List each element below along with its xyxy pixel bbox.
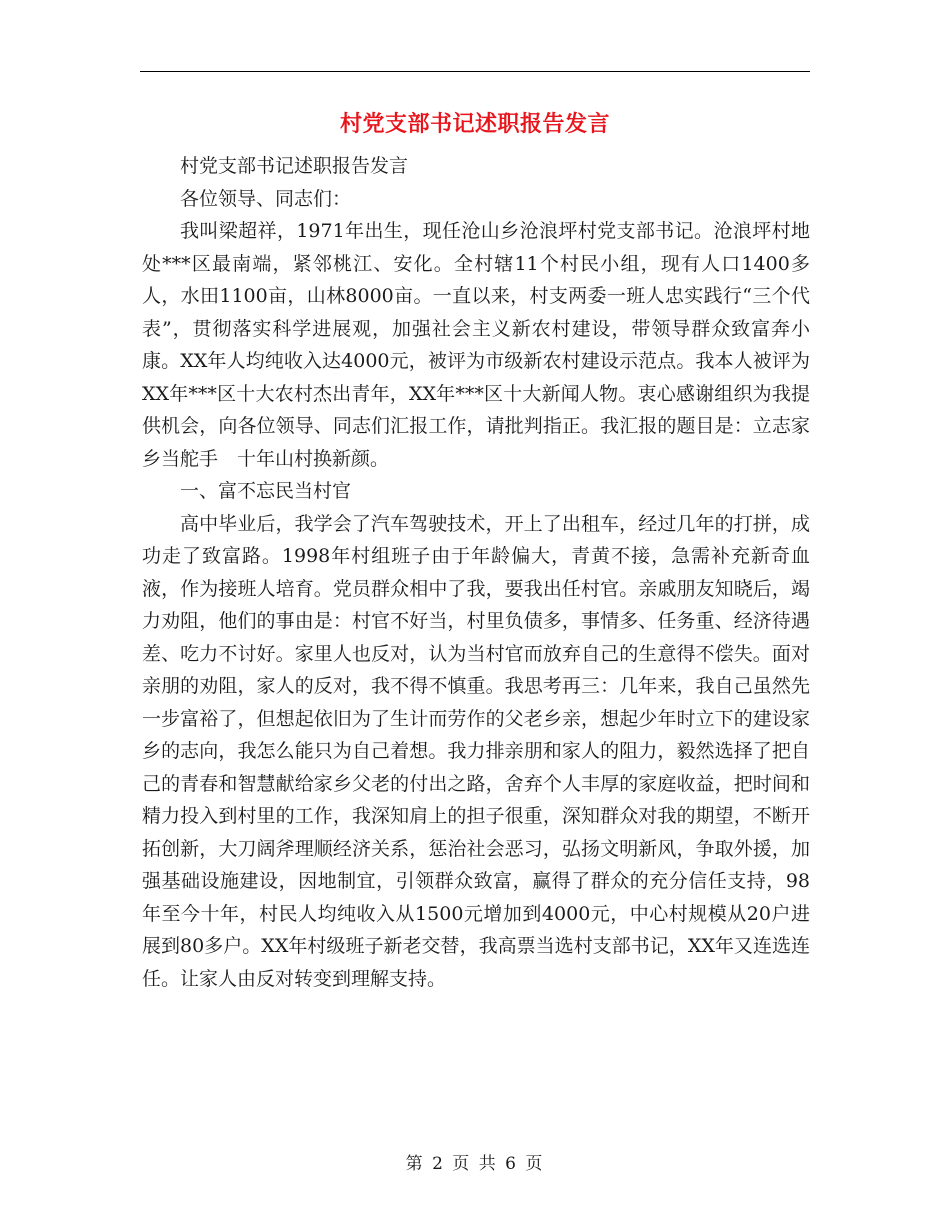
header-rule: [140, 71, 810, 72]
page-number-footer: 第 2 页 共 6 页: [405, 1154, 545, 1174]
section-heading: 一、富不忘民当村官: [180, 480, 352, 502]
paragraph-section-one: 高中毕业后，我学会了汽车驾驶技术，开上了出租车，经过几年的打拼，成功走了致富路。1998年村组班子由于年龄偏大，青黄不接，急需补充新奇血液，作为接班人培育。党员群众相中了我，要我出任村官。亲戚朋友知晓后，竭力劝阻，他们的事由是：村官不好当，村里负债多，事情多、任务重、经济待遇差、吃力不讨好。家里人也反对，认为当村官而放弃自己的生意得不偿失。面对亲朋的劝阻，家人的反对，我不得不慎重。我思考再三：几年来，我自己虽然先一步富裕了，但想起依旧为了生计而劳作的父老乡亲，想起少年时立下的建设家乡的志向，我怎么能只为自己着想。我力排亲朋和家人的阻力，毅然选择了把自己的青春和智慧献给家乡父老的付出之路，舍弃个人丰厚的家庭收益，把时间和精力投入到村里的工作，我深知肩上的担子很重，深知群众对我的期望，不断开拓创新，大刀阔斧理顺经济关系，惩治社会恶习，弘扬文明新风，争取外援，加强基础设施建设，因地制宜，引领群众致富，赢得了群众的充分信任支持，98年至今十年，村民人均纯收入从1500元增加到4000元，中心村规模从20户进展到80多户。XX年村级班子新老交替，我高票当选村支部书记，XX年又连选连任。让家人由反对转变到理解支持。: [142, 512, 810, 990]
document-title: 村党支部书记述职报告发言: [339, 112, 610, 137]
paragraph-salutation: 各位领导、同志们：: [180, 187, 352, 210]
document-body: [142, 150, 810, 995]
paragraph-introduction: 我叫梁超祥，1971年出生，现任沧山乡沧浪坪村党支部书记。沧浪坪村地处***区最南端，紧邻桃江、安化。全村辖11个村民小组，现有人口1400多人，水田1100亩，山林8000亩。一直以来，村支两委一班人忠实践行“三个代表”，贯彻落实科学进展观，加强社会主义新农村建设，带领导群众致富奔小康。XX年人均纯收入达4000元，被评为市级新农村建设示范点。我本人被评为XX年***区十大农村杰出青年，XX年***区十大新闻人物。衷心感谢组织为我提供机会，向各位领导、同志们汇报工作，请批判指正。我汇报的题目是：立志家乡当舵手 十年山村换新颜。: [142, 220, 810, 470]
paragraph-subtitle: 村党支部书记述职报告发言: [180, 155, 409, 177]
